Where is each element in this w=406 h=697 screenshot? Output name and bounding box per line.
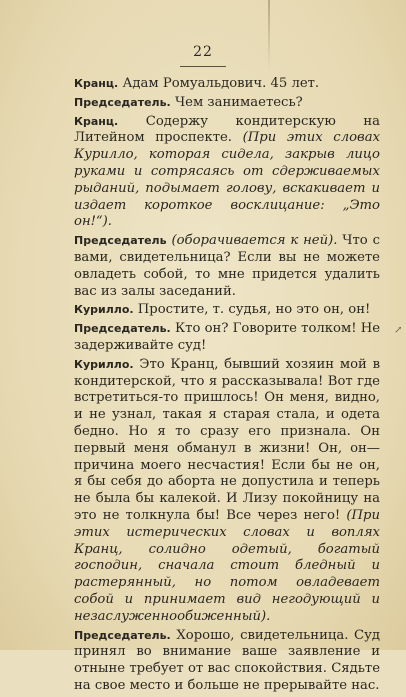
dialogue-paragraph [74,321,380,355]
speech-text: Это Кранц, бывший хозяин мой в кондитерской, что я рассказывала! Вот где встретиться-то пришлось! Он меня, видно, и не узнал, такая я старая стала, и одета бедно. Но я то сразу его признала. Он первый меня обманул в жизни! Он, он—причина моего несчастия! Если бы не он, я бы себя до аборта не допустила и теперь не была бы калекой. И Лизу покойницу на это не толкнула бы! Все через него! [74,356,380,523]
page-number-rule [180,66,226,67]
speech-text: Адам Ромуальдович. 45 лет. [122,76,320,91]
speech-text: Кто он? Говорите толком! Не задерживайте суд! [74,321,380,353]
dialogue-paragraph [74,302,380,319]
speech-text: Хорошо, свидетельница. Суд принял во внимание ваше заявление и отныне требует от вас спокойствия. Сядьте на свое место и больше не прерывайте нас. [74,627,380,693]
dialogue-paragraph [74,114,380,232]
margin-mark: ↗ [394,325,403,336]
page-number: 22 [193,44,213,60]
dialogue-paragraph [74,95,380,112]
dialogue-text [74,76,380,697]
stage-direction: (При этих истерических словах и воплях Кранц, солидно одетый, богатый господин, сначала стоит бледный и растерянный, но потом овладевает собой и принимает вид негодующий и незаслуженнообиженный). [74,507,380,624]
dialogue-paragraph [74,233,380,300]
speaker-name: Председатель [74,234,167,248]
speaker-name: Курилло. [74,303,134,317]
speaker-name: Председатель. [74,322,171,336]
stage-direction: (оборачивается к ней). [171,233,338,249]
speaker-name: Кранц. [74,114,119,128]
speech-text: Что с вами, свидетельница? Если вы не можете овладеть собой, то мне придется удалить вас из залы заседаний. [74,233,380,299]
speech-text: Простите, т. судья, но это он, он! [137,302,371,318]
speech-text: Чем занимаетесь? [174,94,303,110]
dialogue-paragraph [74,76,380,93]
speaker-name: Курилло. [74,357,134,371]
speech-text: Содержу кондитерскую на Литейном проспекте. [74,113,380,146]
speaker-name: Кранц. [74,77,119,90]
speaker-name: Председатель. [74,95,171,109]
dialogue-paragraph [74,628,380,695]
speaker-name: Председатель. [74,628,171,642]
stage-direction: (При этих словах Курилло, которая сидела, закрыв лицо руками и сотрясаясь от сдерживаемых рыданий, подымает голову, вскакивает и издает короткое восклицание: „Это он!“). [74,130,381,230]
dialogue-paragraph [74,357,380,626]
